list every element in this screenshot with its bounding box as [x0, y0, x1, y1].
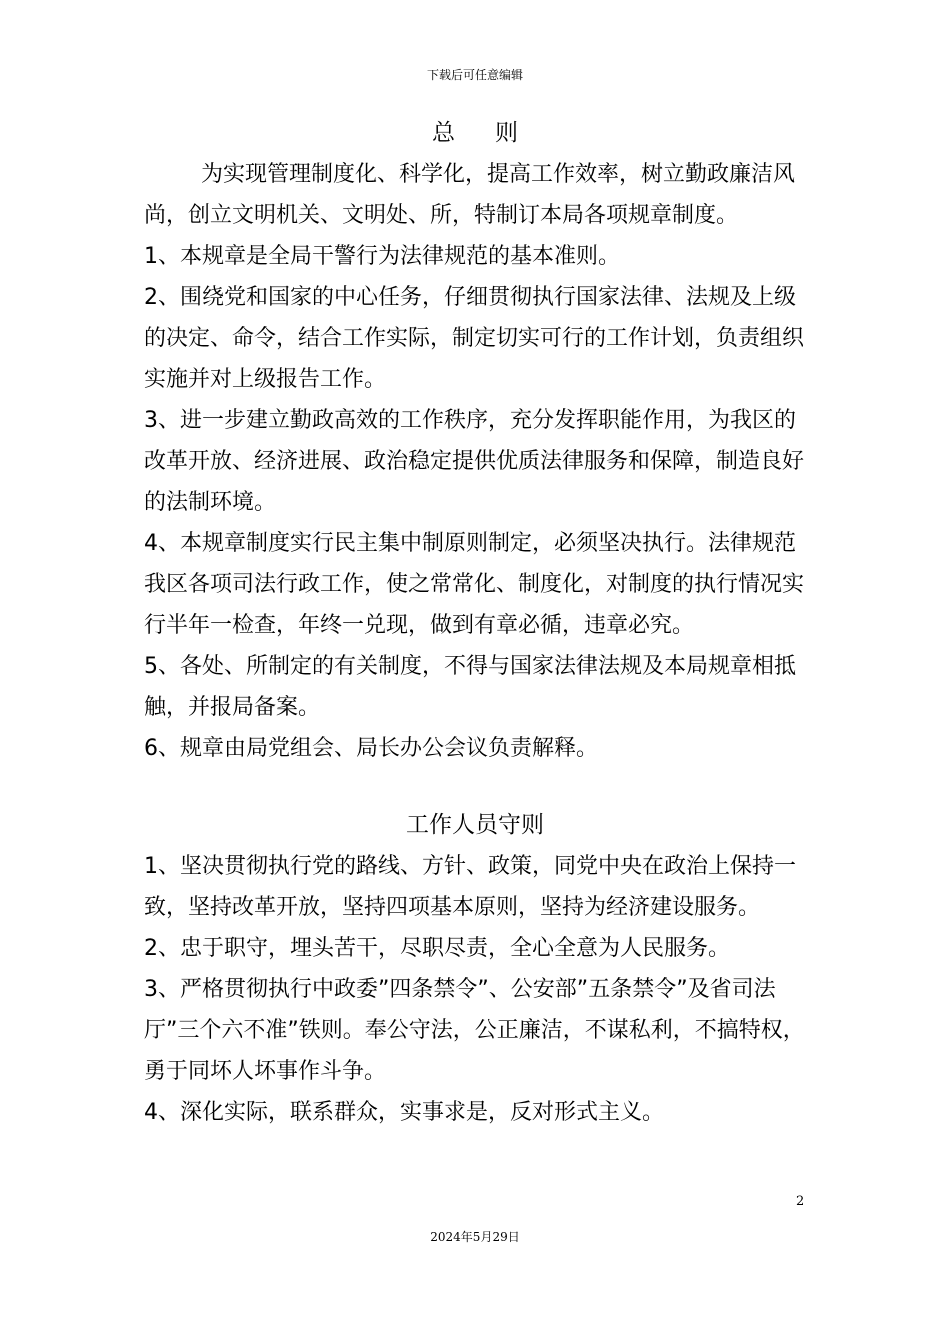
list-item: 3、严格贯彻执行中政委”四条禁令”、公安部”五条禁令”及省司法厅”三个六不准”铁则。奉公守法，公正廉洁，不谋私利，不搞特权，勇于同坏人坏事作斗争。	[144, 977, 805, 1084]
section-body-general-principles	[144, 154, 810, 769]
list-item: 2、忠于职守，埋头苦干，尽职尽责，全心全意为人民服务。	[144, 936, 730, 961]
list-item: 3、进一步建立勤政高效的工作秩序，充分发挥职能作用，为我区的改革开放、经济进展、政治稳定提供优质法律服务和保障，制造良好的法制环境。	[144, 408, 805, 515]
list-item: 2、围绕党和国家的中心任务，仔细贯彻执行国家法律、法规及上级的决定、命令，结合工作实际，制定切实可行的工作计划，负责组织实施并对上级报告工作。	[144, 285, 805, 392]
list-item: 4、本规章制度实行民主集中制原则制定，必须坚决执行。法律规范我区各项司法行政工作，使之常常化、制度化，对制度的执行情况实行半年一检查，年终一兑现，做到有章必循，违章必究。	[144, 531, 805, 638]
page-number: 2	[796, 1194, 805, 1209]
intro-paragraph: 为实现管理制度化、科学化，提高工作效率，树立勤政廉洁风尚，创立文明机关、文明处、所，特制订本局各项规章制度。	[144, 162, 796, 228]
page-header: 下载后可任意编辑	[426, 68, 523, 82]
list-item: 6、规章由局党组会、局长办公会议负责解释。	[144, 736, 598, 761]
section-title-general-principles: 总则	[432, 120, 558, 146]
section-body-staff-code	[144, 846, 810, 1133]
list-item: 5、各处、所制定的有关制度，不得与国家法律法规及本局规章相抵触，并报局备案。	[144, 654, 796, 720]
list-item: 1、本规章是全局干警行为法律规范的基本准则。	[144, 244, 620, 269]
list-item: 4、深化实际，联系群众，实事求是，反对形式主义。	[144, 1100, 664, 1125]
list-item: 1、坚决贯彻执行党的路线、方针、政策，同党中央在政治上保持一致，坚持改革开放，坚持四项基本原则，坚持为经济建设服务。	[144, 854, 796, 920]
section-title-staff-code: 工作人员守则	[406, 812, 544, 838]
page-footer-date: 2024年5月29日	[430, 1230, 520, 1244]
